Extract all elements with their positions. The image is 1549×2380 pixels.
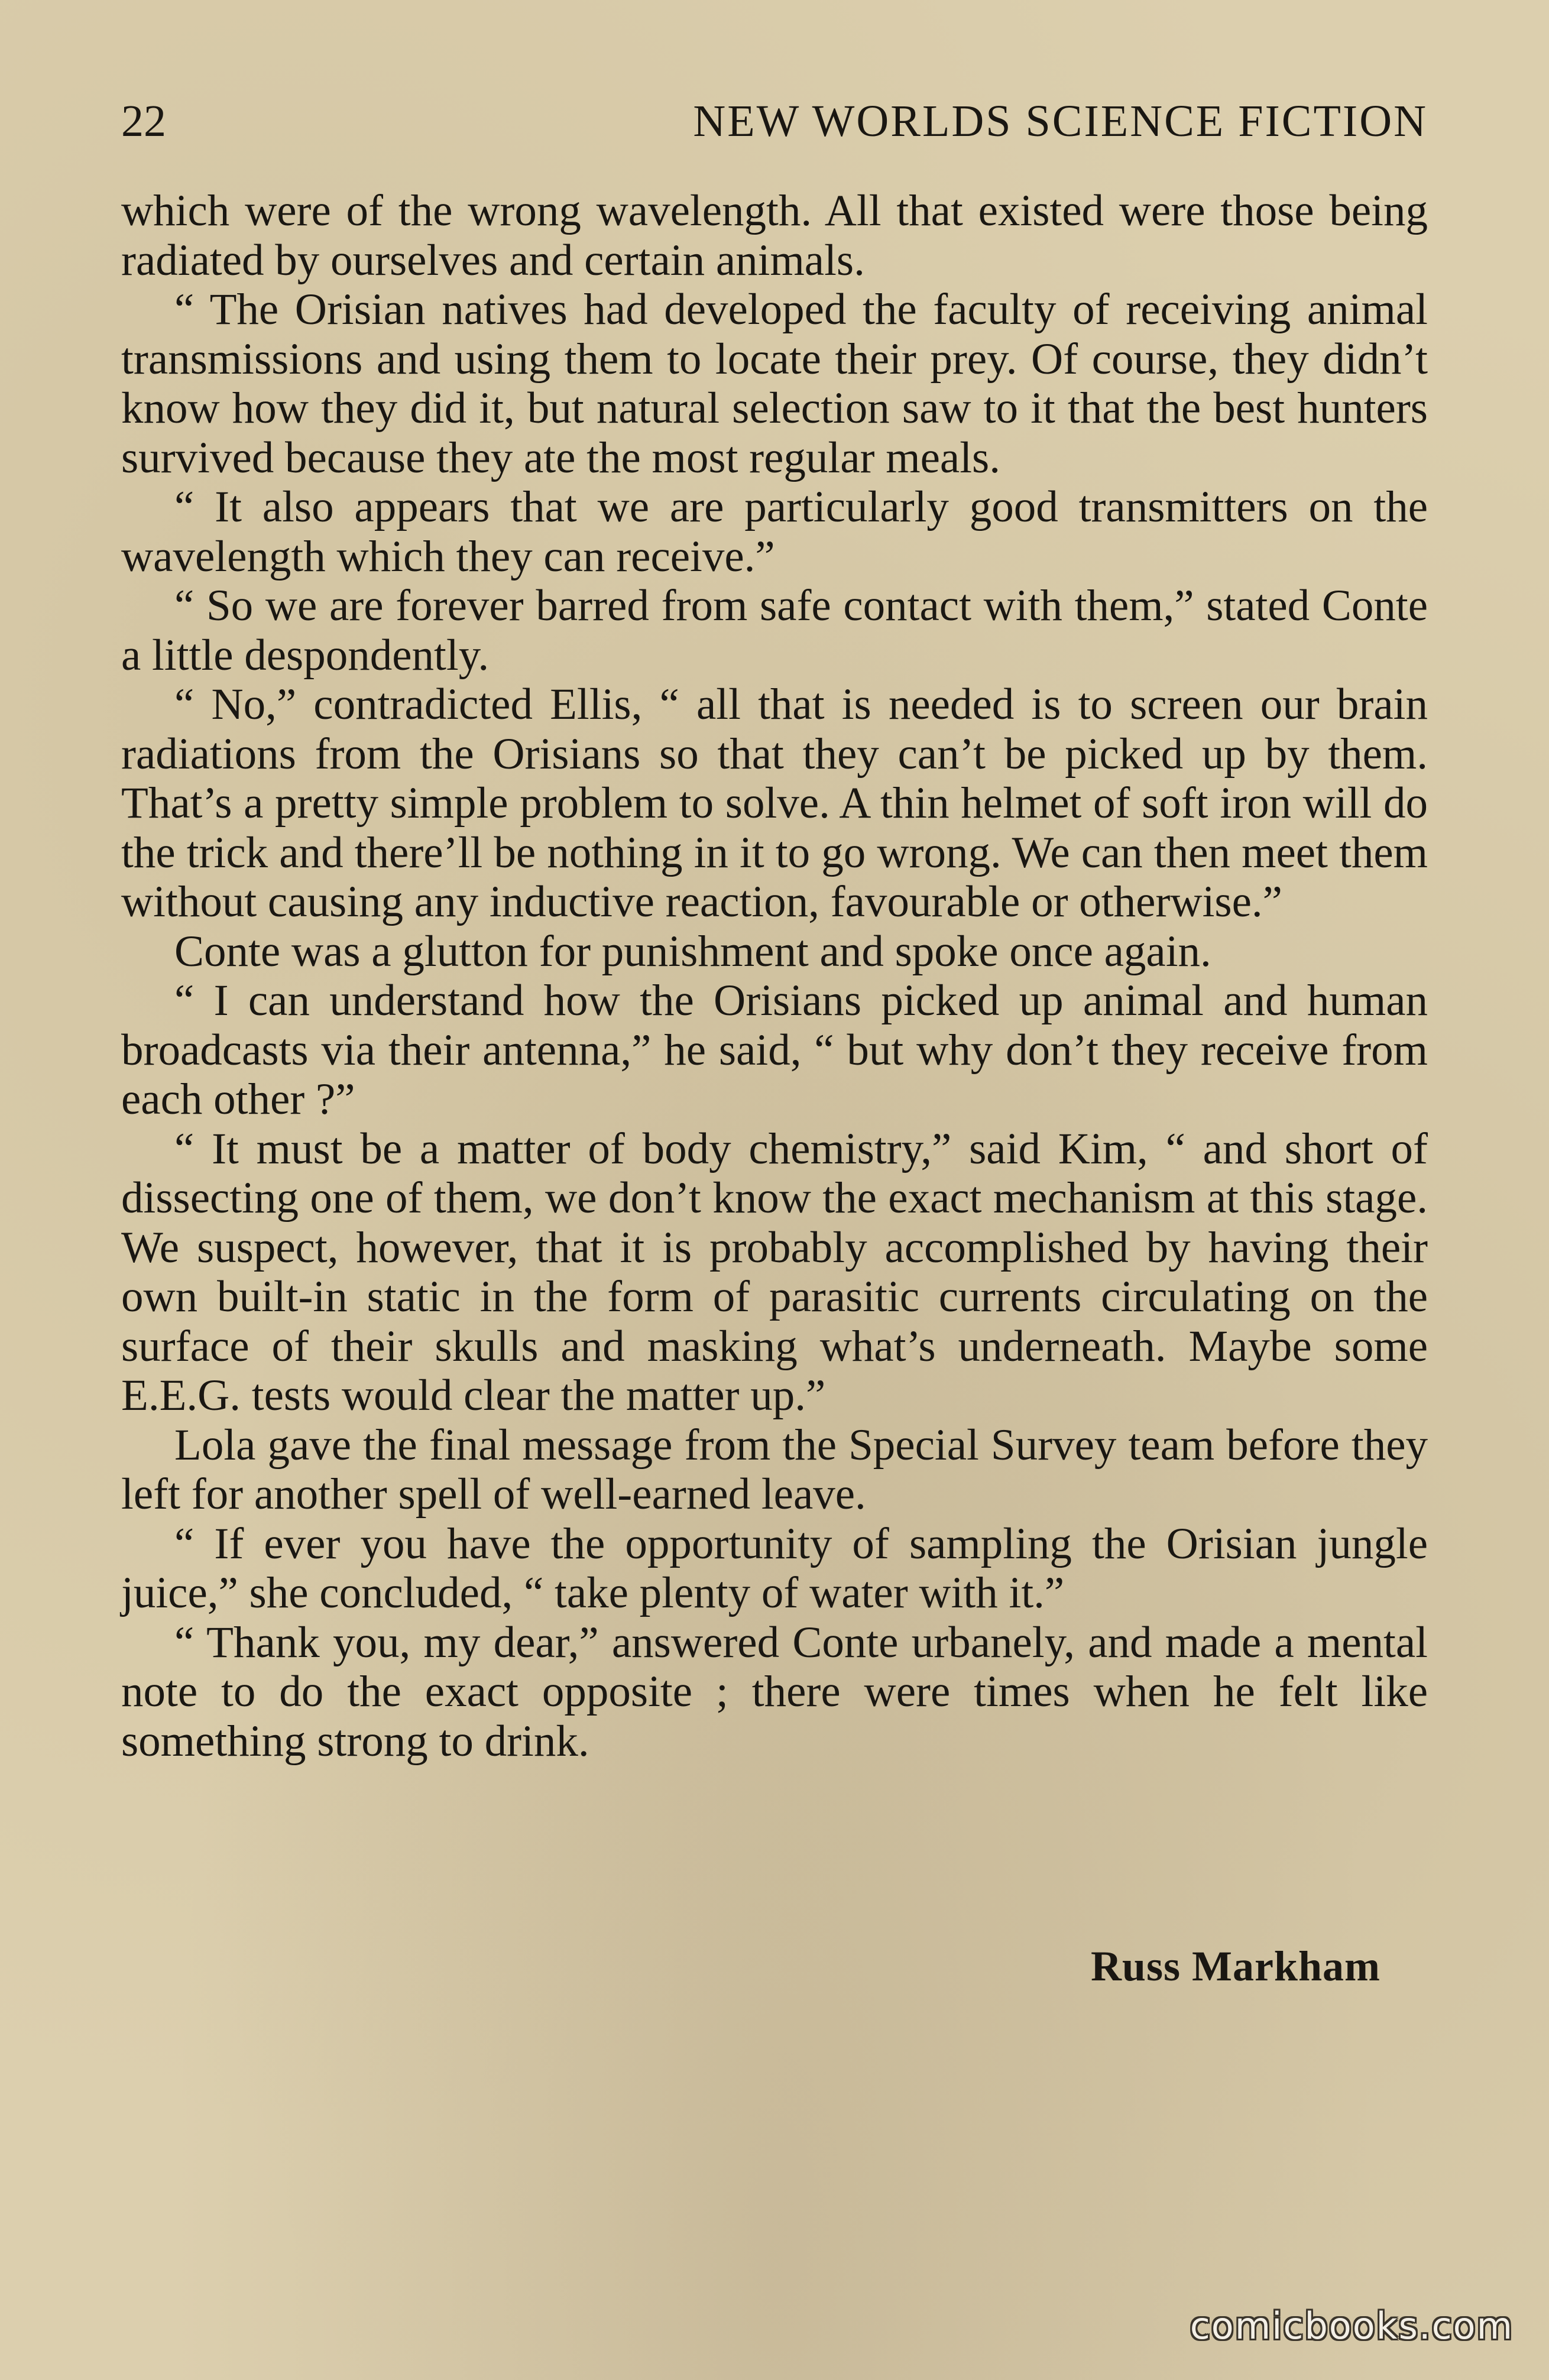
- story-body: [121, 186, 1428, 1766]
- paragraph: which were of the wrong wavelength. All that existed were those being radiated by ourselves and certain animals.: [121, 186, 1428, 285]
- paragraph: “ Thank you, my dear,” answered Conte urbanely, and made a mental note to do the exact opposite ; there were times when he felt like something strong to drink.: [121, 1617, 1428, 1766]
- watermark: comicbooks.com: [1190, 2304, 1514, 2347]
- paragraph: Lola gave the final message from the Special Survey team before they left for another spell of well-earned leave.: [121, 1420, 1428, 1519]
- paragraph: “ It also appears that we are particularly good transmitters on the wavelength which they can receive.”: [121, 482, 1428, 581]
- paragraph: “ So we are forever barred from safe contact with them,” stated Conte a little despondently.: [121, 581, 1428, 680]
- paragraph: “ If ever you have the opportunity of sampling the Orisian jungle juice,” she concluded, “ take plenty of water with it.”: [121, 1519, 1428, 1617]
- paragraph: Conte was a glutton for punishment and spoke once again.: [174, 926, 1211, 976]
- author-signature: Russ Markham: [1090, 1943, 1381, 1990]
- paragraph: “ No,” contradicted Ellis, “ all that is needed is to screen our brain radiations from the Orisians so that they can’t be picked up by them. That’s a pretty simple problem to solve. A thin helmet of soft iron will do the trick and there’ll be nothing in it to go wrong. We can then meet them without causing any inductive reaction, favourable or otherwise.”: [121, 680, 1428, 926]
- running-head: [121, 89, 1428, 154]
- running-title: NEW WORLDS SCIENCE FICTION: [693, 96, 1428, 146]
- paragraph: “ I can understand how the Orisians picked up animal and human broadcasts via their antenna,” he said, “ but why don’t they receive from each other ?”: [121, 976, 1428, 1124]
- paragraph: “ The Orisian natives had developed the faculty of receiving animal transmissions and using them to locate their prey. Of course, they didn’t know how they did it, but natural selection saw to it that the best hunters survived because they ate the most regular meals.: [121, 285, 1428, 482]
- page-number: 22: [121, 96, 166, 146]
- paragraph: “ It must be a matter of body chemistry,” said Kim, “ and short of dissecting one of them, we don’t know the exact mechanism at this stage. We suspect, however, that it is probably accomplished by having their own built-in static in the form of parasitic currents circulating on the surface of their skulls and masking what’s underneath. Maybe some E.E.G. tests would clear the matter up.”: [121, 1124, 1428, 1420]
